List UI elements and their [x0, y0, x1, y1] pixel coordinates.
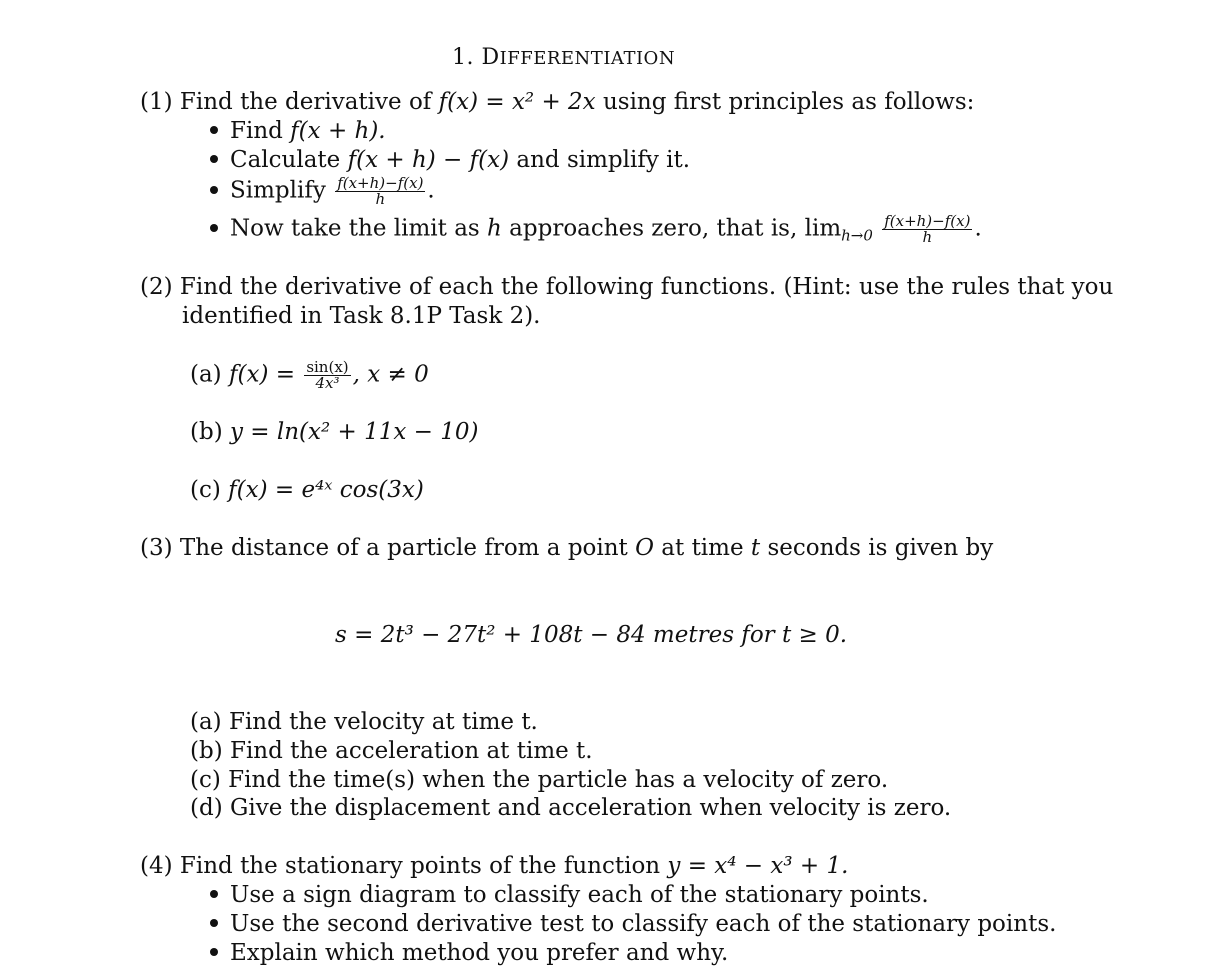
q2-part-b: (b) y = ln(x² + 11x − 10)	[190, 419, 479, 445]
sin-fraction: $\frac{\sin(x)}{\text{4x³}}$	[306, 358, 349, 392]
bullet-icon	[210, 890, 218, 898]
q2-part-c: (c) f(x) = e⁴ˣ cos(3x)	[190, 477, 424, 503]
bullet-icon	[210, 126, 218, 134]
q2-line-2: identified in Task 8.1P Task 2).	[182, 303, 541, 329]
bullet-icon	[210, 155, 218, 163]
bullet-icon	[210, 186, 218, 194]
q1-bullet-3: Simplify $\frac{f(x+h)-f(x)}{h}$ .	[210, 176, 435, 207]
q3-part-b: (b) Find the acceleration at time t.	[190, 738, 593, 764]
q4-bullet-1: Use a sign diagram to classify each of the stationary points.	[210, 881, 929, 909]
q3-part-d: (d) Give the displacement and acceleration when velocity is zero.	[190, 795, 952, 821]
q4-bullet-3: Explain which method you prefer and why.	[210, 939, 728, 967]
q1-header: (1) Find the derivative of f(x) = x² + 2x using first principles as follows:	[140, 89, 975, 115]
q3-header: (3) The distance of a particle from a point O at time t seconds is given by	[140, 535, 994, 561]
limit-quotient: $\frac{f(x+h)-f(x)}{h}$	[884, 212, 971, 246]
q3-equation: s = 2t³ − 27t² + 108t − 84 metres for t ≥ 0.	[335, 622, 848, 648]
bullet-icon	[210, 948, 218, 956]
q4-bullet-2: Use the second derivative test to classify each of the stationary points.	[210, 910, 1056, 938]
q2-line-1: (2) Find the derivative of each the following functions. (Hint: use the rules that you	[140, 274, 1114, 300]
q3-part-a: (a) Find the velocity at time t.	[190, 709, 538, 735]
q2-part-a: (a) f(x) = $\frac{\sin(x)}{\text{4x³}}$ , x ≠ 0	[190, 358, 429, 392]
q3-part-c: (c) Find the time(s) when the particle has a velocity of zero.	[190, 767, 889, 793]
q1-bullet-1: Find f(x + h).	[210, 117, 386, 145]
bullet-icon	[210, 224, 218, 232]
q4-header: (4) Find the stationary points of the function y = x⁴ − x³ + 1.	[140, 853, 849, 879]
section-title: 1. DIFFERENTIATION	[452, 45, 676, 70]
difference-quotient: $\frac{f(x+h)-f(x)}{h}$	[337, 174, 424, 208]
q1-bullet-2: Calculate f(x + h) − f(x) and simplify it.	[210, 146, 690, 174]
q1-bullet-4: Now take the limit as h approaches zero, that is, $\lim_{h\to 0}$ $\frac{f(x+h)-f(x)}{h}$ .	[210, 214, 982, 250]
bullet-icon	[210, 919, 218, 927]
